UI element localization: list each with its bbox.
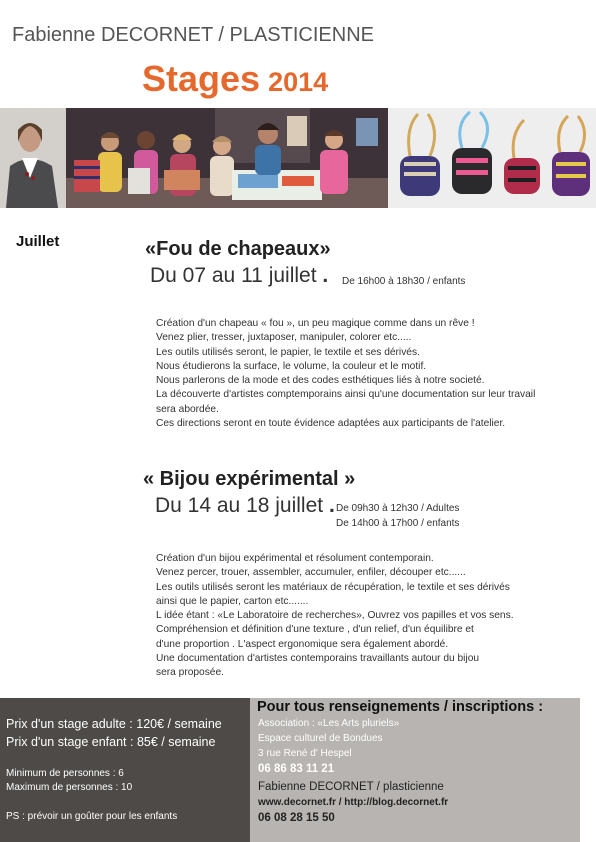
stage2-line: d'une proportion . L'aspect ergonomique sera également abordé. xyxy=(156,638,449,650)
stage1-date-text: Du 07 au 11 juillet xyxy=(150,264,317,287)
stage2-line: Compréhension et définition d'une texture , d'un relief, d'un équilibre et xyxy=(156,624,474,636)
author-heading: Fabienne DECORNET / PLASTICIENNE xyxy=(12,24,374,46)
banner-illustration xyxy=(0,108,596,208)
stage1-description xyxy=(156,317,535,431)
ps-note: PS : prévoir un goûter pour les enfants xyxy=(6,811,178,822)
stage1-line: Nous étudierons la surface, le volume, la couleur et le motif. xyxy=(156,360,427,372)
stage1-line: La découverte d'artistes comptemporains ainsi qu'une documentation sur leur travail xyxy=(156,389,536,401)
stage2-line: Venez percer, trouer, assembler, accumuler, enfiler, découper etc...... xyxy=(156,567,466,579)
stage2-time-children: De 14h00 à 17h00 / enfants xyxy=(336,518,460,529)
contact-panel xyxy=(250,698,580,842)
month-label: Juillet xyxy=(16,233,60,250)
price-adult: Prix d'un stage adulte : 120€ / semaine xyxy=(6,717,222,731)
contact-address: 3 rue René d' Hespel xyxy=(258,748,352,759)
stage1-time: De 16h00 à 18h30 / enfants xyxy=(342,276,466,287)
title-text: Stages xyxy=(142,58,261,99)
stage2-line: Une documentation d'artistes contemporains travaillants autour du bijou xyxy=(156,653,480,665)
stage1-line: Les outils utilisés seront, le papier, le textile et ses dérivés. xyxy=(156,346,420,358)
prices-panel xyxy=(0,698,250,842)
stage2-time-adults: De 09h30 à 12h30 / Adultes xyxy=(336,503,460,514)
stage1-title: «Fou de chapeaux» xyxy=(145,238,331,260)
stage2-line: Création d'un bijou expérimental et résolument contemporain. xyxy=(156,553,434,564)
contact-venue: Espace culturel de Bondues xyxy=(258,733,383,744)
price-child: Prix d'un stage enfant : 85€ / semaine xyxy=(6,735,216,749)
stage1-line: Venez plier, tresser, juxtaposer, manipuler, colorer etc..... xyxy=(156,332,412,344)
stage2-title: « Bijou expérimental » xyxy=(143,468,356,490)
stage2-line: ainsi que le papier, carton etc....... xyxy=(156,595,309,607)
page-title xyxy=(142,58,328,100)
contact-heading: Pour tous renseignements / inscriptions : xyxy=(257,699,544,715)
stage2-date xyxy=(155,494,335,518)
stage2-line: L idée étant : «Le Laboratoire de recherches», Ouvrez vos papilles et vos sens. xyxy=(156,610,514,622)
max-participants: Maximum de personnes : 10 xyxy=(6,782,133,793)
stage1-date xyxy=(150,264,328,288)
stage1-date-dot: . xyxy=(322,264,329,287)
contact-phone-1: 06 86 83 11 21 xyxy=(258,763,335,775)
stage1-line: sera abordée. xyxy=(156,403,219,415)
stage2-date-dot: . xyxy=(328,494,335,517)
photo-banner xyxy=(0,108,596,208)
stage1-line: Ces directions seront en toute évidence adaptées aux participants de l'atelier. xyxy=(156,418,506,430)
stage2-time xyxy=(336,501,459,531)
stage1-line: Création d'un chapeau « fou », un peu magique comme dans un rêve ! xyxy=(156,318,475,329)
contact-phone-2: 06 08 28 15 50 xyxy=(258,812,335,824)
contact-association: Association : «Les Arts pluriels» xyxy=(258,718,400,729)
stage2-line: Les outils utilisés seront les matériaux de récupération, le textile et ses dérivés xyxy=(156,581,510,593)
stage2-description xyxy=(156,552,514,681)
contact-website-link[interactable]: www.decornet.fr / http://blog.decornet.fr xyxy=(258,797,449,808)
title-year: 2014 xyxy=(268,67,329,97)
stage1-line: Nous parlerons de la mode et des codes esthétiques liés à notre societé. xyxy=(156,375,485,387)
stage2-line: sera proposée. xyxy=(156,667,224,679)
contact-name: Fabienne DECORNET / plasticienne xyxy=(258,781,444,793)
min-participants: Minimum de personnes : 6 xyxy=(6,768,124,779)
stage2-date-text: Du 14 au 18 juillet xyxy=(155,494,324,517)
